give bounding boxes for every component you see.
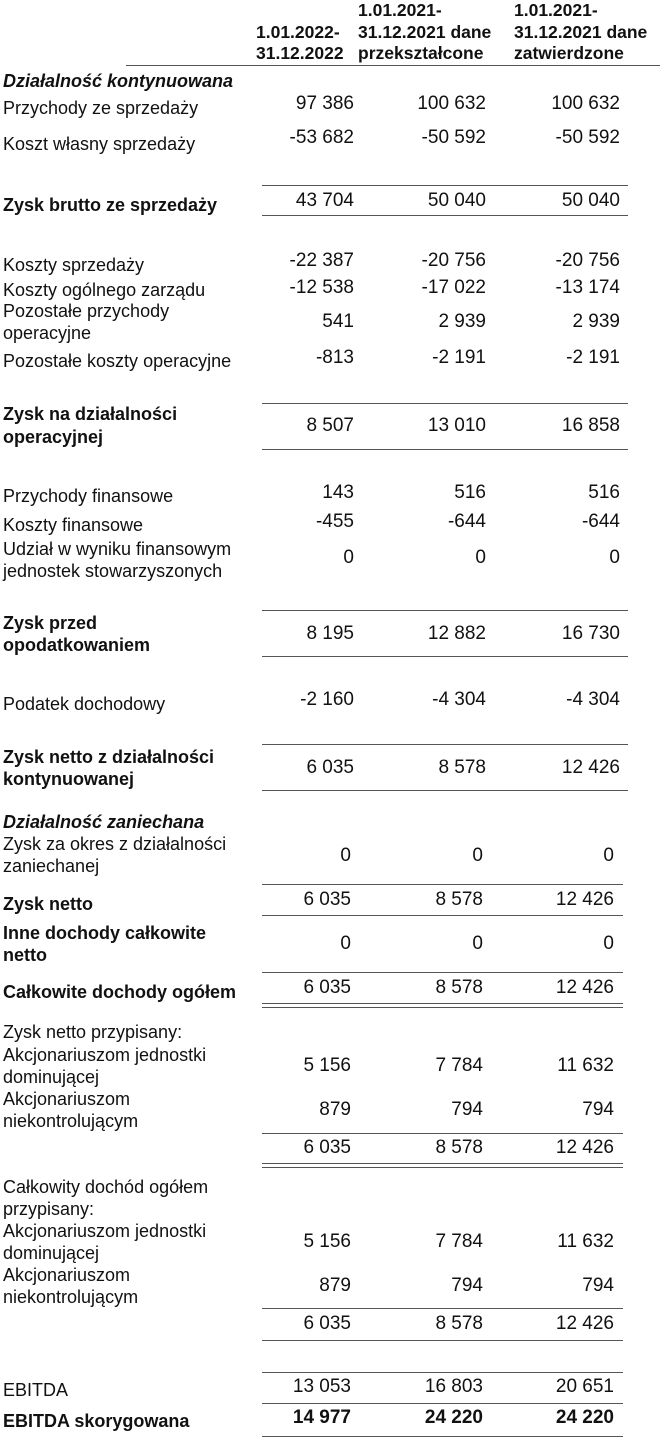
header-col-2021-restated xyxy=(358,0,491,65)
cell-value-col2: 13 010 xyxy=(427,415,486,436)
row-label: Zysk na działalności xyxy=(3,404,178,424)
row-label: Koszty finansowe xyxy=(3,515,144,535)
rule-line xyxy=(262,1007,623,1008)
cell-value-col2: 8 578 xyxy=(435,1313,483,1334)
rule-line xyxy=(262,1436,623,1437)
row-label: kontynuowanej xyxy=(3,769,135,789)
header-line xyxy=(256,0,344,22)
cell-value-col1: 8 507 xyxy=(306,415,354,436)
header-col-2022 xyxy=(256,0,344,65)
header-line: 31.12.2021 dane xyxy=(358,21,492,42)
cell-value-col1: 143 xyxy=(322,482,354,503)
rule-line xyxy=(262,1308,623,1309)
row-label: Zysk netto z działalności xyxy=(3,747,215,767)
cell-value-col3: 12 426 xyxy=(555,1313,614,1334)
rule-line xyxy=(262,915,623,916)
rule-line xyxy=(262,1163,623,1164)
cell-value-col3: 11 632 xyxy=(557,1055,614,1076)
row-label: netto xyxy=(3,945,47,965)
row-label: Akcjonariuszom xyxy=(3,1089,131,1109)
row-label: Przychody finansowe xyxy=(3,486,174,506)
row-label: Akcjonariuszom jednostki xyxy=(3,1045,207,1065)
cell-value-col1: -813 xyxy=(315,347,354,368)
cell-value-col3: 2 939 xyxy=(572,311,620,332)
cell-value-col3: 12 426 xyxy=(555,977,614,998)
row-label: EBITDA skorygowana xyxy=(3,1411,190,1431)
section-discontinued: Działalność zaniechana xyxy=(3,812,205,832)
cell-value-col2: -644 xyxy=(447,511,486,532)
header-underline xyxy=(126,65,660,66)
rule-line xyxy=(262,1133,623,1134)
cell-value-col3: 11 632 xyxy=(557,1231,614,1252)
row-label: Zysk przed xyxy=(3,613,98,633)
cell-value-col1: 6 035 xyxy=(303,977,351,998)
cell-value-col3: 0 xyxy=(609,547,620,568)
cell-value-col2: 0 xyxy=(475,547,486,568)
cell-value-col3: 0 xyxy=(603,845,614,866)
row-label: Zysk brutto ze sprzedaży xyxy=(3,195,218,215)
cell-value-col1: 14 977 xyxy=(292,1407,351,1428)
row-label: Zysk netto xyxy=(3,894,94,914)
row-label: Koszt własny sprzedaży xyxy=(3,134,196,154)
cell-value-col2: 8 578 xyxy=(435,977,483,998)
cell-value-col2: 16 803 xyxy=(424,1376,483,1397)
rule-line xyxy=(262,1340,623,1341)
rule-line xyxy=(262,1003,623,1004)
cell-value-col3: -20 756 xyxy=(555,250,620,271)
cell-value-col3: 12 426 xyxy=(555,1137,614,1158)
row-label: Całkowite dochody ogółem xyxy=(3,982,237,1002)
row-label: Pozostałe przychody xyxy=(3,301,170,321)
row-label: operacyjnej xyxy=(3,427,104,447)
header-line: 1.01.2022- xyxy=(256,21,340,42)
cell-value-col1: 879 xyxy=(319,1275,351,1296)
row-label: przypisany: xyxy=(3,1199,95,1219)
row-label: Akcjonariuszom jednostki xyxy=(3,1221,207,1241)
row-label: Inne dochody całkowite xyxy=(3,923,207,943)
row-label: Akcjonariuszom xyxy=(3,1265,131,1285)
row-label: jednostek stowarzyszonych xyxy=(3,561,223,581)
cell-value-col1: -455 xyxy=(315,511,354,532)
cell-value-col1: 13 053 xyxy=(292,1376,351,1397)
row-label: dominującej xyxy=(3,1243,100,1263)
cell-value-col1: 6 035 xyxy=(303,889,351,910)
rule-line xyxy=(262,610,628,611)
header-line: 31.12.2021 dane xyxy=(514,21,648,42)
cell-value-col3: -13 174 xyxy=(555,277,620,298)
cell-value-col3: 50 040 xyxy=(561,190,620,211)
cell-value-col2: 12 882 xyxy=(427,623,486,644)
rule-line xyxy=(262,449,628,450)
cell-value-col2: 794 xyxy=(451,1275,483,1296)
cell-value-col3: 794 xyxy=(582,1275,614,1296)
cell-value-col1: 0 xyxy=(340,933,351,954)
row-label: operacyjne xyxy=(3,323,92,343)
cell-value-col3: -644 xyxy=(581,511,620,532)
cell-value-col3: 0 xyxy=(603,933,614,954)
cell-value-col3: 16 730 xyxy=(561,623,620,644)
cell-value-col1: 541 xyxy=(322,311,354,332)
cell-value-col2: -2 191 xyxy=(432,347,486,368)
cell-value-col3: 12 426 xyxy=(561,757,620,778)
row-label: opodatkowaniem xyxy=(3,635,151,655)
rule-line xyxy=(262,403,628,404)
cell-value-col2: 50 040 xyxy=(427,190,486,211)
cell-value-col1: 0 xyxy=(343,547,354,568)
rule-line xyxy=(262,185,628,186)
row-label: Podatek dochodowy xyxy=(3,694,166,714)
cell-value-col2: -17 022 xyxy=(421,277,486,298)
cell-value-col1: 879 xyxy=(319,1099,351,1120)
rule-line xyxy=(262,1167,623,1168)
cell-value-col1: 0 xyxy=(340,845,351,866)
cell-value-col2: 7 784 xyxy=(435,1055,483,1076)
rule-line xyxy=(262,1403,623,1404)
row-label: Koszty ogólnego zarządu xyxy=(3,280,206,300)
cell-value-col1: 6 035 xyxy=(303,1137,351,1158)
cell-value-col2: 24 220 xyxy=(424,1407,483,1428)
header-line: 1.01.2021- xyxy=(514,0,598,20)
cell-value-col1: -22 387 xyxy=(289,250,354,271)
row-label: dominującej xyxy=(3,1067,100,1087)
cell-value-col3: 794 xyxy=(582,1099,614,1120)
cell-value-col2: 0 xyxy=(472,845,483,866)
row-label: niekontrolującym xyxy=(3,1287,139,1307)
cell-value-col2: -4 304 xyxy=(432,689,486,710)
cell-value-col1: 6 035 xyxy=(306,757,354,778)
rule-line xyxy=(262,744,628,745)
cell-value-col2: -50 592 xyxy=(421,127,486,148)
cell-value-col3: 516 xyxy=(588,482,620,503)
rule-line xyxy=(262,1372,623,1373)
cell-value-col3: -2 191 xyxy=(566,347,620,368)
cell-value-col1: 6 035 xyxy=(303,1313,351,1334)
row-label: Zysk za okres z działalności xyxy=(3,834,227,854)
cell-value-col1: 8 195 xyxy=(306,623,354,644)
cell-value-col2: 516 xyxy=(454,482,486,503)
cell-value-col1: -53 682 xyxy=(289,127,354,148)
cell-value-col2: 0 xyxy=(472,933,483,954)
header-line: przekształcone xyxy=(358,43,484,63)
cell-value-col1: 5 156 xyxy=(303,1231,351,1252)
cell-value-col3: 24 220 xyxy=(555,1407,614,1428)
row-label: Udział w wyniku finansowym xyxy=(3,539,232,559)
header-col-2021-approved xyxy=(514,0,647,65)
cell-value-col2: 8 578 xyxy=(435,1137,483,1158)
rule-line xyxy=(262,972,623,973)
row-label: EBITDA xyxy=(3,1380,69,1400)
cell-value-col1: -12 538 xyxy=(289,277,354,298)
rule-line xyxy=(262,884,623,885)
row-label: Koszty sprzedaży xyxy=(3,255,145,275)
cell-value-col3: -4 304 xyxy=(566,689,620,710)
rule-line xyxy=(262,790,628,791)
cell-value-col2: 2 939 xyxy=(438,311,486,332)
cell-value-col2: -20 756 xyxy=(421,250,486,271)
cell-value-col1: -2 160 xyxy=(300,689,354,710)
row-label: Pozostałe koszty operacyjne xyxy=(3,351,232,371)
cell-value-col2: 100 632 xyxy=(417,93,486,114)
cell-value-col2: 794 xyxy=(451,1099,483,1120)
rule-line xyxy=(262,656,628,657)
cell-value-col2: 8 578 xyxy=(438,757,486,778)
cell-value-col1: 43 704 xyxy=(295,190,354,211)
row-label: niekontrolującym xyxy=(3,1111,139,1131)
cell-value-col3: -50 592 xyxy=(555,127,620,148)
row-label: Zysk netto przypisany: xyxy=(3,1022,183,1042)
rule-line xyxy=(262,215,628,216)
header-line: zatwierdzone xyxy=(514,43,624,63)
header-line: 1.01.2021- xyxy=(358,0,442,20)
cell-value-col1: 97 386 xyxy=(295,93,354,114)
row-label: Przychody ze sprzedaży xyxy=(3,98,199,118)
cell-value-col2: 8 578 xyxy=(435,889,483,910)
cell-value-col3: 12 426 xyxy=(555,889,614,910)
cell-value-col1: 5 156 xyxy=(303,1055,351,1076)
row-label: zaniechanej xyxy=(3,856,100,876)
cell-value-col2: 7 784 xyxy=(435,1231,483,1252)
section-continuing: Działalność kontynuowana xyxy=(3,71,234,91)
row-label: Całkowity dochód ogółem xyxy=(3,1177,209,1197)
cell-value-col3: 16 858 xyxy=(561,415,620,436)
cell-value-col3: 100 632 xyxy=(551,93,620,114)
cell-value-col3: 20 651 xyxy=(555,1376,614,1397)
header-line: 31.12.2022 xyxy=(256,43,344,63)
